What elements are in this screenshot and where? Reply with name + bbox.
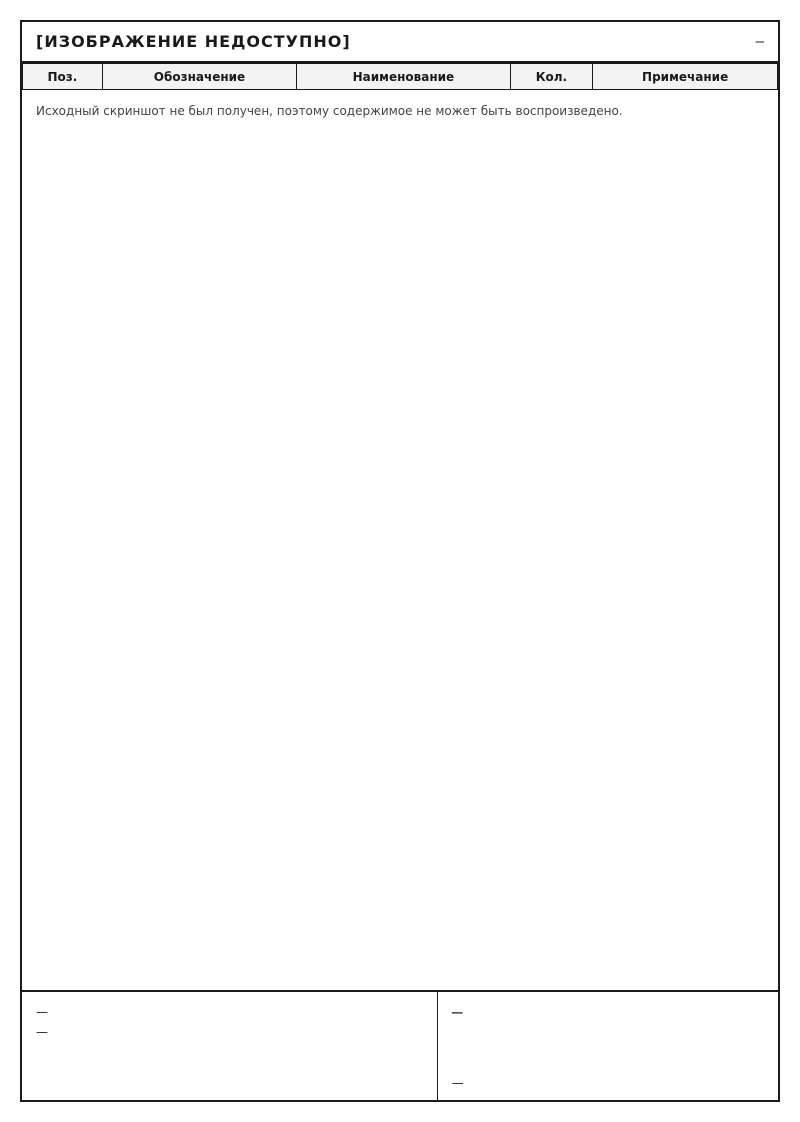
col-note: Примечание: [593, 64, 778, 90]
title-block-sheet-number: —: [451, 1076, 464, 1090]
sheet-header: [22, 22, 778, 63]
sheet-title: [ИЗОБРАЖЕНИЕ НЕДОСТУПНО]: [36, 32, 351, 51]
col-qty: Кол.: [510, 64, 593, 90]
title-block-document-number: —: [451, 1002, 463, 1023]
title-block-left: [22, 992, 438, 1100]
col-designation: Обозначение: [102, 64, 296, 90]
drawing-sheet: [20, 20, 780, 1102]
missing-image-notice: Исходный скриншот не был получен, поэтому содержимое не может быть воспроизведено.: [36, 104, 623, 118]
document-code: —: [755, 33, 764, 50]
title-block-right: [438, 992, 778, 1100]
title-block-line-2: —: [36, 1025, 48, 1039]
specification-table: [22, 63, 778, 90]
col-name: Наименование: [297, 64, 510, 90]
col-pos: Поз.: [23, 64, 103, 90]
table-header-row: [23, 64, 778, 90]
title-block-line-1: —: [36, 1005, 48, 1019]
title-block: [22, 990, 778, 1100]
